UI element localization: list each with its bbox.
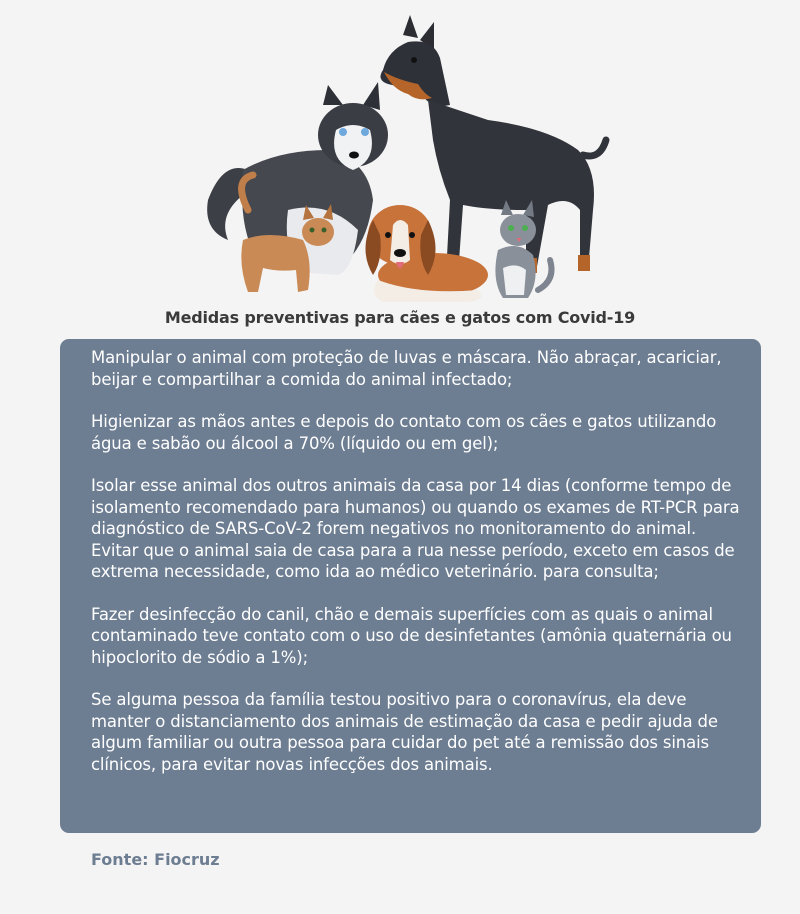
- beagle-dog-icon: [366, 205, 489, 302]
- measure-item: Se alguma pessoa da família testou positivo para o coronavírus, ela deve manter o distanciamento dos animais de estimação da casa e pedir ajuda de algum familiar ou outra pessoa para cuidar do pet até a remissão dos sinais clínicos, para evitar novas infecções dos animais.: [91, 690, 718, 774]
- measure-item: Higienizar as mãos antes e depois do contato com os cães e gatos utilizando água e sabão ou álcool a 70% (líquido ou em gel);: [91, 412, 717, 453]
- pets-illustration: [188, 10, 618, 305]
- measure-item: Isolar esse animal dos outros animais da casa por 14 dias (conforme tempo de isolamento recomendado para humanos) ou quando os exames de RT-PCR para diagnóstico de SARS-CoV-2 forem negativos no monitoramento do animal. Evitar que o animal saia de casa para a rua nesse período, exceto em casos de extrema necessidade, como ida ao médico veterinário. para consulta;: [91, 476, 740, 581]
- measure-item: Manipular o animal com proteção de luvas e máscara. Não abraçar, acariciar, beijar e compartilhar a comida do animal infectado;: [91, 348, 722, 389]
- measure-item: Fazer desinfecção do canil, chão e demais superfícies com as quais o animal contaminado teve contato com o uso de desinfetantes (amônia quaternária ou hipoclorito de sódio a 1%);: [91, 604, 732, 667]
- page-title: Medidas preventivas para cães e gatos com Covid-19: [164, 308, 636, 327]
- source-label: Fonte: Fiocruz: [91, 850, 220, 869]
- measures-card: [60, 339, 761, 833]
